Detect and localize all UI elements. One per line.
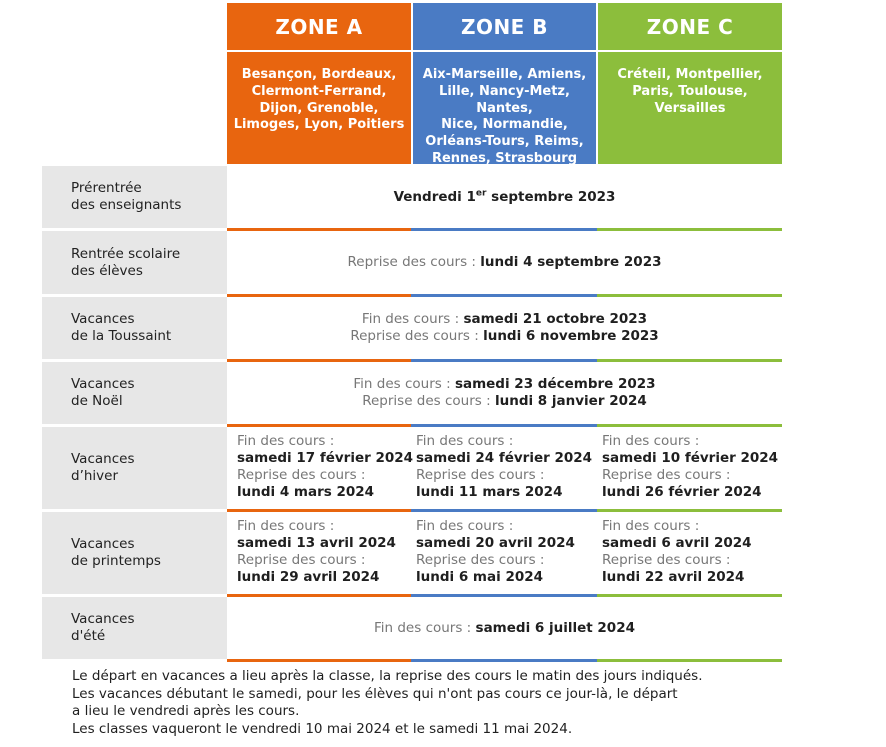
reprise-line bbox=[350, 328, 658, 345]
row-label-printemps bbox=[42, 512, 227, 594]
date-sup: er bbox=[475, 188, 487, 198]
reprise-label: Reprise des cours : bbox=[362, 393, 491, 409]
row-label-line: d’hiver bbox=[71, 468, 119, 484]
city-line: Clermont-Ferrand, bbox=[251, 83, 387, 99]
row-label-line: Vacances bbox=[71, 451, 135, 467]
row-content-toussaint bbox=[227, 297, 782, 359]
fin-date: samedi 20 avril 2024 bbox=[416, 535, 575, 551]
fin-label: Fin des cours : bbox=[373, 619, 472, 636]
fin-label: Fin des cours : bbox=[416, 433, 514, 449]
fin-label: Fin des cours : bbox=[602, 518, 700, 534]
row-label-prerentree bbox=[42, 166, 227, 228]
reprise-label: Reprise des cours : bbox=[237, 552, 366, 568]
city-line: Dijon, Grenoble, bbox=[259, 100, 379, 116]
city-line: Orléans-Tours, Reims, bbox=[425, 134, 584, 150]
footnote-line: Les vacances débutant le samedi, pour les élèves qui n'ont pas cours ce jour-là, le départ bbox=[72, 685, 678, 702]
row-label-line: Vacances bbox=[71, 376, 135, 392]
footnote-line: a lieu le vendredi après les cours. bbox=[72, 703, 300, 719]
zone-c-header: ZONE C bbox=[598, 3, 782, 50]
fin-label: Fin des cours : bbox=[416, 518, 514, 534]
reprise-label: Reprise des cours : bbox=[416, 467, 545, 483]
reprise-date: lundi 22 avril 2024 bbox=[602, 569, 745, 585]
row-label-line: des enseignants bbox=[71, 197, 182, 213]
row-label-hiver bbox=[42, 427, 227, 509]
fin-label: Fin des cours : bbox=[237, 518, 335, 534]
zone-separator bbox=[227, 509, 782, 512]
zone-a-cities bbox=[227, 52, 411, 164]
reprise-date: lundi 6 novembre 2023 bbox=[483, 328, 659, 344]
reprise-date: lundi 4 mars 2024 bbox=[237, 484, 375, 500]
hiver-zone-a bbox=[237, 433, 413, 501]
date-text: Vendredi 1 bbox=[393, 188, 476, 205]
zone-separator bbox=[227, 659, 782, 662]
fin-date: samedi 21 octobre 2023 bbox=[463, 311, 648, 327]
row-label-line: des élèves bbox=[71, 262, 143, 279]
city-line: Nice, Normandie, bbox=[441, 117, 568, 133]
row-label-ete bbox=[42, 597, 227, 659]
fin-date: samedi 6 avril 2024 bbox=[602, 535, 752, 551]
reprise-label: Reprise des cours : bbox=[416, 552, 545, 568]
city-line: Aix-Marseille, Amiens, bbox=[422, 67, 587, 82]
reprise-line bbox=[362, 393, 647, 410]
zone-c-cities bbox=[598, 52, 782, 164]
reprise-date: lundi 11 mars 2024 bbox=[416, 484, 563, 500]
row-label-line: Prérentrée bbox=[71, 180, 142, 196]
row-label-line: Rentrée scolaire bbox=[71, 245, 181, 262]
zone-separator bbox=[227, 424, 782, 427]
reprise-date: lundi 29 avril 2024 bbox=[237, 569, 380, 585]
date-text: septembre 2023 bbox=[486, 188, 616, 205]
hiver-zone-c bbox=[602, 433, 778, 501]
fin-line bbox=[353, 376, 655, 393]
fin-date: samedi 23 décembre 2023 bbox=[454, 376, 656, 392]
reprise-label: Reprise des cours : bbox=[602, 467, 731, 483]
row-content-prerentree bbox=[227, 166, 782, 228]
fin-line bbox=[374, 620, 635, 637]
row-label-noel bbox=[42, 362, 227, 424]
fin-label: Fin des cours : bbox=[237, 433, 335, 449]
row-label-rentree bbox=[42, 231, 227, 294]
row-label-line: Vacances bbox=[71, 536, 135, 552]
reprise-date: lundi 26 février 2024 bbox=[602, 484, 762, 500]
zone-b-header: ZONE B bbox=[413, 3, 596, 50]
printemps-zone-c bbox=[602, 518, 752, 586]
footnote-line: Les classes vaqueront le vendredi 10 mai 2024 et le samedi 11 mai 2024. bbox=[72, 720, 573, 737]
reprise-label: Reprise des cours : bbox=[602, 552, 731, 568]
fin-label: Fin des cours : bbox=[602, 433, 700, 449]
city-line: Limoges, Lyon, Poitiers bbox=[233, 117, 405, 133]
fin-date: samedi 17 février 2024 bbox=[237, 450, 414, 466]
row-content-rentree bbox=[227, 231, 782, 294]
hiver-zone-b bbox=[416, 433, 592, 501]
city-line: Créteil, Montpellier, bbox=[617, 67, 763, 82]
row-label-line: Vacances bbox=[71, 611, 135, 627]
row-label-line: de Noël bbox=[71, 393, 123, 409]
reprise-date: lundi 4 septembre 2023 bbox=[480, 254, 662, 270]
fin-label: Fin des cours : bbox=[353, 376, 451, 392]
reprise-label: Reprise des cours : bbox=[237, 467, 366, 483]
fin-date: samedi 13 avril 2024 bbox=[237, 535, 396, 551]
row-label-line: Vacances bbox=[71, 311, 135, 327]
city-line: Besançon, Bordeaux, bbox=[241, 67, 397, 82]
city-line: Paris, Toulouse, bbox=[632, 83, 748, 99]
row-label-line: d'été bbox=[71, 628, 106, 644]
city-line: Lille, Nancy-Metz, Nantes, bbox=[439, 83, 570, 116]
reprise-label: Reprise des cours : bbox=[350, 328, 479, 344]
printemps-zone-b bbox=[416, 518, 575, 586]
footnotes bbox=[72, 668, 852, 738]
fin-label: Fin des cours : bbox=[361, 311, 460, 327]
reprise-line bbox=[348, 254, 662, 271]
row-label-toussaint bbox=[42, 297, 227, 359]
row-label-line: de printemps bbox=[71, 553, 161, 569]
fin-date: samedi 6 juillet 2024 bbox=[475, 619, 635, 636]
footnote-line: Le départ en vacances a lieu après la classe, la reprise des cours le matin des jours indiqués. bbox=[72, 668, 703, 684]
fin-line bbox=[362, 311, 647, 328]
prerentree-date bbox=[394, 189, 616, 206]
row-content-noel bbox=[227, 362, 782, 424]
fin-date: samedi 24 février 2024 bbox=[416, 450, 593, 466]
zone-b-cities bbox=[413, 52, 596, 164]
row-content-ete bbox=[227, 597, 782, 659]
reprise-label: Reprise des cours : bbox=[347, 254, 476, 270]
reprise-date: lundi 6 mai 2024 bbox=[416, 569, 544, 585]
reprise-date: lundi 8 janvier 2024 bbox=[494, 393, 647, 409]
row-label-line: de la Toussaint bbox=[71, 328, 172, 344]
fin-date: samedi 10 février 2024 bbox=[602, 450, 779, 466]
city-line: Versailles bbox=[654, 100, 726, 116]
city-line: Rennes, Strasbourg bbox=[431, 150, 578, 166]
printemps-zone-a bbox=[237, 518, 396, 586]
zone-a-header: ZONE A bbox=[227, 3, 411, 50]
